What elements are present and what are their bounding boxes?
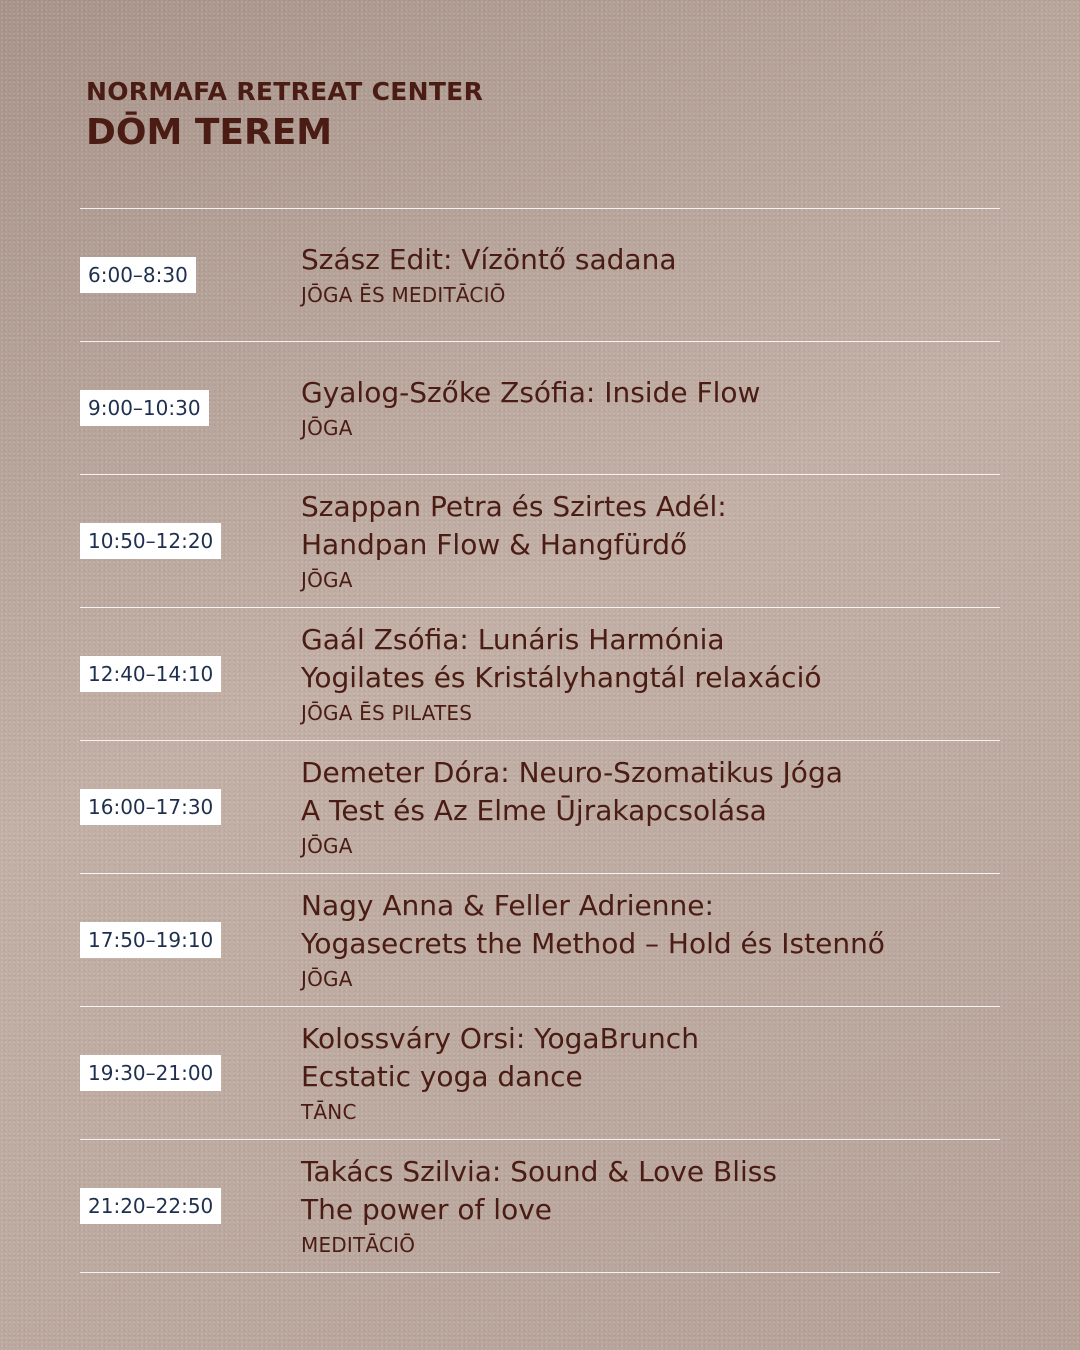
room-name: DŌM TEREM (86, 112, 333, 153)
session-content (301, 374, 1000, 442)
header (86, 76, 483, 156)
session-category: JŌGA ĒS MEDITĀCIŌ (301, 283, 506, 307)
session-subtitle: Yogilates és Kristályhangtál relaxáció (301, 661, 822, 694)
time-badge: 21:20–22:50 (80, 1188, 221, 1224)
session-content (301, 488, 1000, 594)
schedule-row (80, 741, 1000, 874)
session-title: Kolossváry Orsi: YogaBrunch (301, 1022, 699, 1055)
session-title: Szász Edit: Vízöntő sadana (301, 243, 677, 276)
schedule-row (80, 1007, 1000, 1140)
session-category: TĀNC (301, 1100, 357, 1124)
schedule-row (80, 874, 1000, 1007)
session-title: Szappan Petra és Szirtes Adél: (301, 490, 727, 523)
schedule-row (80, 608, 1000, 741)
session-category: JŌGA (301, 967, 353, 991)
session-content (301, 1020, 1000, 1126)
session-title: Gyalog-Szőke Zsófia: Inside Flow (301, 376, 761, 409)
session-title: Nagy Anna & Feller Adrienne: (301, 889, 714, 922)
schedule-row (80, 1140, 1000, 1273)
schedule-row (80, 475, 1000, 608)
venue-name: NORMAFA RETREAT CENTER (86, 77, 484, 106)
session-category: JŌGA ĒS PILATES (301, 701, 473, 725)
session-category: JŌGA (301, 834, 353, 858)
session-subtitle: Yogasecrets the Method – Hold és Istennő (301, 927, 885, 960)
session-category: MEDITĀCIŌ (301, 1233, 416, 1257)
session-subtitle: Ecstatic yoga dance (301, 1060, 583, 1093)
session-category: JŌGA (301, 416, 353, 440)
session-subtitle: The power of love (301, 1193, 553, 1226)
session-content (301, 887, 1000, 993)
time-badge: 9:00–10:30 (80, 390, 209, 426)
session-content (301, 754, 1000, 860)
session-title: Gaál Zsófia: Lunáris Harmónia (301, 623, 725, 656)
time-badge: 17:50–19:10 (80, 922, 221, 958)
session-content (301, 621, 1000, 727)
session-title: Demeter Dóra: Neuro-Szomatikus Jóga (301, 756, 843, 789)
time-badge: 19:30–21:00 (80, 1055, 221, 1091)
session-content (301, 1153, 1000, 1259)
session-category: JŌGA (301, 568, 353, 592)
session-content (301, 241, 1000, 309)
session-subtitle: A Test és Az Elme Ūjrakapcsolása (301, 794, 767, 827)
time-badge: 6:00–8:30 (80, 257, 196, 293)
schedule-list (80, 208, 1000, 1273)
time-badge: 12:40–14:10 (80, 656, 221, 692)
time-badge: 16:00–17:30 (80, 789, 221, 825)
schedule-row (80, 209, 1000, 342)
session-subtitle: Handpan Flow & Hangfürdő (301, 528, 688, 561)
session-title: Takács Szilvia: Sound & Love Bliss (301, 1155, 777, 1188)
schedule-row (80, 342, 1000, 475)
time-badge: 10:50–12:20 (80, 523, 221, 559)
